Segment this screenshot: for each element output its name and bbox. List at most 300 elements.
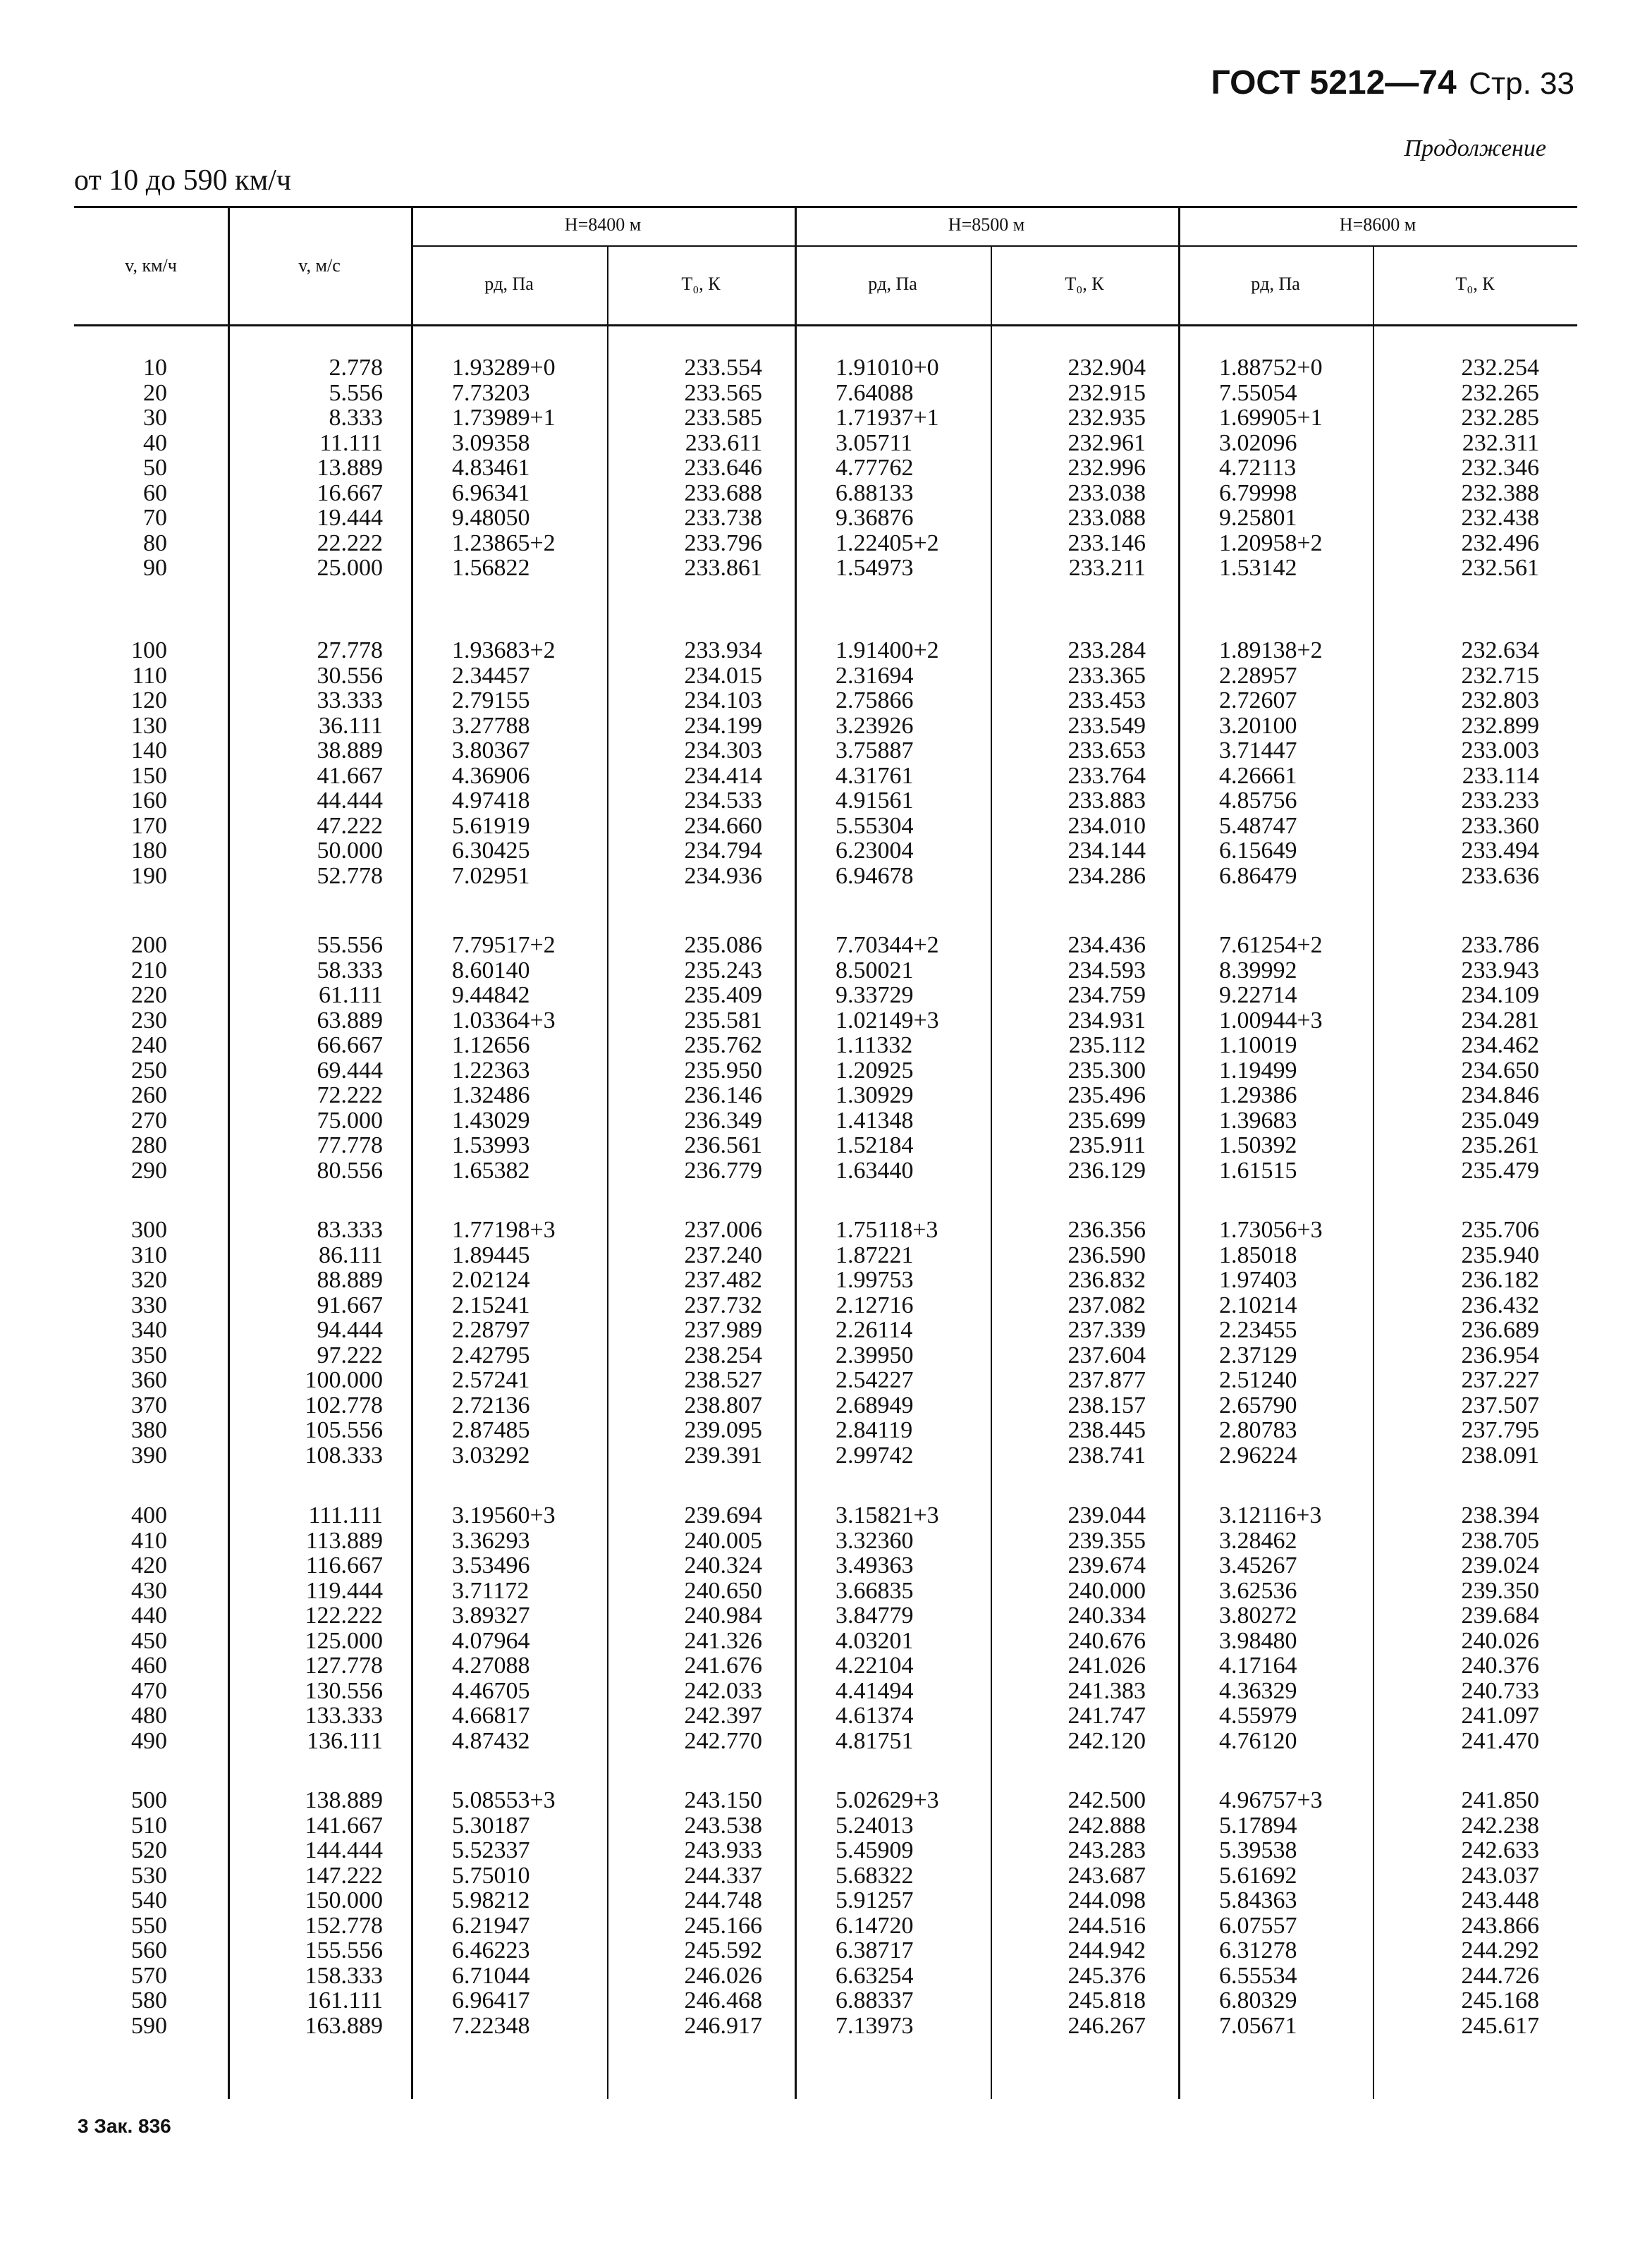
pressure-8400-cell: 4.97418 <box>452 788 530 814</box>
pressure-8500-cell: 6.63254 <box>836 1962 914 1989</box>
pressure-8600-cell: 6.55534 <box>1219 1962 1297 1989</box>
pressure-8500-cell: 4.91561 <box>836 788 914 814</box>
pressure-8600-cell: 6.07557 <box>1219 1912 1297 1939</box>
temperature-8500-cell: 246.267 <box>1067 2012 1146 2039</box>
pressure-8400-cell: 1.12656 <box>452 1032 530 1058</box>
temperature-8500-cell: 238.741 <box>1067 1442 1146 1469</box>
pressure-8400-cell: 6.96341 <box>452 479 530 506</box>
v-ms-cell: 141.667 <box>305 1812 383 1839</box>
pressure-8400-cell: 2.72136 <box>452 1392 530 1418</box>
temperature-8600-cell: 232.438 <box>1461 505 1539 531</box>
v-kmh-cell: 60 <box>143 479 167 506</box>
pressure-8400-cell: 4.07964 <box>452 1627 530 1654</box>
temperature-8600-cell: 237.227 <box>1461 1367 1539 1393</box>
pressure-8600-cell: 3.62536 <box>1219 1577 1297 1604</box>
table-row <box>74 1553 1577 1579</box>
table-row <box>74 1158 1577 1184</box>
pressure-8500-cell: 1.91010+0 <box>836 355 939 381</box>
v-kmh-cell: 490 <box>131 1727 167 1754</box>
pressure-8600-cell: 1.19499 <box>1219 1057 1297 1084</box>
pressure-8400-cell: 7.02951 <box>452 862 530 889</box>
table-row <box>74 688 1577 713</box>
temperature-8500-cell: 236.129 <box>1067 1157 1146 1184</box>
table-row <box>74 1083 1577 1108</box>
pressure-8500-cell: 3.49363 <box>836 1552 914 1579</box>
table-row <box>74 1243 1577 1268</box>
pressure-8400-cell: 4.27088 <box>452 1653 530 1679</box>
temperature-8400-cell: 235.762 <box>684 1032 762 1058</box>
temperature-8400-cell: 241.326 <box>684 1627 762 1654</box>
pressure-8600-cell: 2.28957 <box>1219 662 1297 689</box>
temperature-8500-cell: 232.935 <box>1067 405 1146 431</box>
pressure-8400-cell: 4.83461 <box>452 455 530 481</box>
pressure-8600-cell: 6.86479 <box>1219 862 1297 889</box>
temperature-8600-cell: 244.726 <box>1461 1962 1539 1989</box>
table-row <box>74 814 1577 839</box>
pressure-8600-cell: 3.80272 <box>1219 1603 1297 1629</box>
temperature-8500-cell: 233.038 <box>1067 479 1146 506</box>
v-kmh-cell: 310 <box>131 1242 167 1268</box>
pressure-8400-cell: 1.22363 <box>452 1057 530 1084</box>
temperature-8500-cell: 234.593 <box>1067 957 1146 983</box>
temperature-8600-cell: 234.109 <box>1461 982 1539 1008</box>
temperature-8600-cell: 239.350 <box>1461 1577 1539 1604</box>
v-ms-cell: 97.222 <box>317 1342 383 1368</box>
v-kmh-cell: 140 <box>131 737 167 764</box>
temperature-8600-cell: 233.360 <box>1461 812 1539 839</box>
temperature-8600-cell: 233.003 <box>1461 737 1539 764</box>
table-row <box>74 1838 1577 1863</box>
pressure-8400-cell: 1.53993 <box>452 1132 530 1158</box>
v-kmh-cell: 320 <box>131 1267 167 1293</box>
pressure-8500-cell: 2.84119 <box>836 1417 913 1443</box>
pressure-8400-cell: 2.87485 <box>452 1417 530 1443</box>
pressure-8500-cell: 3.66835 <box>836 1577 914 1604</box>
pressure-8400-cell: 6.71044 <box>452 1962 530 1989</box>
v-kmh-cell: 390 <box>131 1442 167 1469</box>
pressure-8500-cell: 9.36876 <box>836 505 914 531</box>
v-ms-cell: 63.889 <box>317 1007 383 1034</box>
pressure-8400-cell: 5.75010 <box>452 1862 530 1889</box>
table-row <box>74 764 1577 789</box>
v-ms-cell: 38.889 <box>317 737 383 764</box>
temperature-8400-cell: 233.585 <box>684 405 762 431</box>
v-kmh-cell: 20 <box>143 379 167 406</box>
v-ms-cell: 44.444 <box>317 788 383 814</box>
page-number: Стр. 33 <box>1469 66 1574 101</box>
pressure-8500-cell: 6.94678 <box>836 862 914 889</box>
pressure-8400-cell: 2.02124 <box>452 1267 530 1293</box>
pressure-8500-cell: 5.68322 <box>836 1862 914 1889</box>
table-row <box>74 481 1577 506</box>
temperature-8500-cell: 240.000 <box>1067 1577 1146 1604</box>
pressure-8600-cell: 1.29386 <box>1219 1082 1297 1108</box>
temperature-8600-cell: 233.233 <box>1461 788 1539 814</box>
table-row <box>74 2014 1577 2039</box>
table-row <box>74 1579 1577 1604</box>
temperature-8400-cell: 246.468 <box>684 1987 762 2014</box>
temperature-8400-cell: 235.086 <box>684 932 762 958</box>
temperature-8400-cell: 233.565 <box>684 379 762 406</box>
col-header-temperature: T₀, К <box>681 274 721 294</box>
group-header-8600: H=8600 м <box>1339 214 1417 235</box>
pressure-8600-cell: 2.96224 <box>1219 1442 1297 1469</box>
temperature-8500-cell: 233.088 <box>1067 505 1146 531</box>
pressure-8500-cell: 3.05711 <box>836 429 913 456</box>
temperature-8400-cell: 244.748 <box>684 1887 762 1913</box>
pressure-8500-cell: 1.71937+1 <box>836 405 939 431</box>
pressure-8600-cell: 3.12116+3 <box>1219 1502 1322 1528</box>
pressure-8600-cell: 4.72113 <box>1219 455 1297 481</box>
table-row <box>74 1629 1577 1654</box>
v-ms-cell: 122.222 <box>305 1603 383 1629</box>
pressure-8600-cell: 2.72607 <box>1219 687 1297 713</box>
v-kmh-cell: 340 <box>131 1317 167 1343</box>
v-ms-cell: 86.111 <box>319 1242 383 1268</box>
table-row <box>74 738 1577 764</box>
v-ms-cell: 163.889 <box>305 2012 383 2039</box>
pressure-8600-cell: 1.39683 <box>1219 1107 1297 1134</box>
v-kmh-cell: 430 <box>131 1577 167 1604</box>
temperature-8500-cell: 233.764 <box>1067 762 1146 789</box>
table-row <box>74 1679 1577 1704</box>
pressure-8600-cell: 5.39538 <box>1219 1837 1297 1863</box>
v-kmh-cell: 500 <box>131 1787 167 1813</box>
temperature-8400-cell: 242.770 <box>684 1727 762 1754</box>
temperature-8400-cell: 240.984 <box>684 1603 762 1629</box>
pressure-8600-cell: 4.36329 <box>1219 1677 1297 1704</box>
pressure-8600-cell: 8.39992 <box>1219 957 1297 983</box>
temperature-8400-cell: 239.391 <box>684 1442 762 1469</box>
pressure-8500-cell: 2.39950 <box>836 1342 914 1368</box>
pressure-8500-cell: 9.33729 <box>836 982 914 1008</box>
pressure-8600-cell: 3.98480 <box>1219 1627 1297 1654</box>
temperature-8500-cell: 235.112 <box>1068 1032 1146 1058</box>
temperature-8600-cell: 232.899 <box>1461 712 1539 739</box>
v-ms-cell: 147.222 <box>305 1862 383 1889</box>
v-ms-cell: 8.333 <box>329 405 383 431</box>
table-row <box>74 556 1577 581</box>
temperature-8500-cell: 232.961 <box>1067 429 1146 456</box>
v-ms-cell: 138.889 <box>305 1787 383 1813</box>
temperature-8400-cell: 238.254 <box>684 1342 762 1368</box>
table-row <box>74 1913 1577 1939</box>
temperature-8400-cell: 237.006 <box>684 1217 762 1243</box>
temperature-8400-cell: 237.482 <box>684 1267 762 1293</box>
temperature-8500-cell: 241.747 <box>1067 1703 1146 1729</box>
table-top-rule <box>74 206 1577 208</box>
temperature-8600-cell: 234.650 <box>1461 1057 1539 1084</box>
table-row <box>74 1603 1577 1629</box>
pressure-8500-cell: 3.23926 <box>836 712 914 739</box>
table-row <box>74 405 1577 431</box>
table-row <box>74 933 1577 958</box>
v-kmh-cell: 350 <box>131 1342 167 1368</box>
temperature-8600-cell: 232.265 <box>1461 379 1539 406</box>
temperature-8400-cell: 233.934 <box>684 637 762 663</box>
v-ms-cell: 152.778 <box>305 1912 383 1939</box>
group-header-8500: H=8500 м <box>948 214 1025 235</box>
temperature-8600-cell: 236.954 <box>1461 1342 1539 1368</box>
v-kmh-cell: 250 <box>131 1057 167 1084</box>
table-row <box>74 1788 1577 1813</box>
temperature-8400-cell: 233.861 <box>684 555 762 581</box>
pressure-8600-cell: 1.85018 <box>1219 1242 1297 1268</box>
temperature-8400-cell: 236.561 <box>684 1132 762 1158</box>
pressure-8600-cell: 1.69905+1 <box>1219 405 1323 431</box>
pressure-8500-cell: 2.68949 <box>836 1392 914 1418</box>
temperature-8500-cell: 233.549 <box>1067 712 1146 739</box>
pressure-8600-cell: 4.17164 <box>1219 1653 1297 1679</box>
pressure-8600-cell: 5.61692 <box>1219 1862 1297 1889</box>
speed-range-label: от 10 до 590 км/ч <box>74 164 291 197</box>
pressure-8400-cell: 3.03292 <box>452 1442 530 1469</box>
pressure-8500-cell: 7.13973 <box>836 2012 914 2039</box>
pressure-8600-cell: 9.25801 <box>1219 505 1297 531</box>
v-kmh-cell: 510 <box>131 1812 167 1839</box>
table-row <box>74 1938 1577 1963</box>
temperature-8500-cell: 232.996 <box>1067 455 1146 481</box>
table-row <box>74 1133 1577 1158</box>
v-ms-cell: 130.556 <box>305 1677 383 1704</box>
v-kmh-cell: 90 <box>143 555 167 581</box>
table-row <box>74 958 1577 983</box>
pressure-8500-cell: 1.22405+2 <box>836 529 939 556</box>
pressure-8500-cell: 2.99742 <box>836 1442 914 1469</box>
temperature-8400-cell: 237.989 <box>684 1317 762 1343</box>
v-kmh-cell: 170 <box>131 812 167 839</box>
v-ms-cell: 161.111 <box>307 1987 383 2014</box>
pressure-8600-cell: 4.85756 <box>1219 788 1297 814</box>
v-ms-cell: 61.111 <box>319 982 383 1008</box>
temperature-8600-cell: 241.097 <box>1461 1703 1539 1729</box>
v-ms-cell: 105.556 <box>305 1417 383 1443</box>
temperature-8400-cell: 242.033 <box>684 1677 762 1704</box>
v-ms-cell: 111.111 <box>308 1502 383 1528</box>
pressure-8500-cell: 1.11332 <box>836 1032 913 1058</box>
pressure-8600-cell: 1.88752+0 <box>1219 355 1323 381</box>
v-ms-cell: 155.556 <box>305 1937 383 1963</box>
temperature-8600-cell: 245.168 <box>1461 1987 1539 2014</box>
temperature-8500-cell: 241.383 <box>1067 1677 1146 1704</box>
pressure-8500-cell: 2.31694 <box>836 662 914 689</box>
v-ms-cell: 116.667 <box>305 1552 383 1579</box>
pressure-8500-cell: 2.26114 <box>836 1317 913 1343</box>
temperature-8400-cell: 238.527 <box>684 1367 762 1393</box>
v-kmh-cell: 270 <box>131 1107 167 1134</box>
pressure-8600-cell: 1.89138+2 <box>1219 637 1323 663</box>
temperature-8500-cell: 241.026 <box>1067 1653 1146 1679</box>
v-kmh-cell: 280 <box>131 1132 167 1158</box>
temperature-8600-cell: 238.705 <box>1461 1527 1539 1554</box>
col-header-v-kmh: v, км/ч <box>125 255 177 276</box>
temperature-8600-cell: 232.803 <box>1461 687 1539 713</box>
temperature-8500-cell: 234.286 <box>1067 862 1146 889</box>
pressure-8600-cell: 2.51240 <box>1219 1367 1297 1393</box>
temperature-8600-cell: 232.285 <box>1461 405 1539 431</box>
temperature-8500-cell: 244.942 <box>1067 1937 1146 1963</box>
pressure-8600-cell: 7.61254+2 <box>1219 932 1323 958</box>
pressure-8500-cell: 4.41494 <box>836 1677 914 1704</box>
v-kmh-cell: 120 <box>131 687 167 713</box>
pressure-8400-cell: 3.89327 <box>452 1603 530 1629</box>
pressure-8500-cell: 3.15821+3 <box>836 1502 939 1528</box>
v-kmh-cell: 550 <box>131 1912 167 1939</box>
table-row <box>74 1108 1577 1134</box>
temperature-8500-cell: 238.445 <box>1067 1417 1146 1443</box>
pressure-8500-cell: 6.38717 <box>836 1937 914 1963</box>
v-ms-cell: 113.889 <box>305 1527 383 1554</box>
pressure-8400-cell: 1.93683+2 <box>452 637 556 663</box>
table-row <box>74 355 1577 381</box>
temperature-8600-cell: 234.846 <box>1461 1082 1539 1108</box>
v-kmh-cell: 160 <box>131 788 167 814</box>
temperature-8400-cell: 246.026 <box>684 1962 762 1989</box>
v-kmh-cell: 590 <box>131 2012 167 2039</box>
temperature-8600-cell: 243.448 <box>1461 1887 1539 1913</box>
pressure-8600-cell: 2.37129 <box>1219 1342 1297 1368</box>
pressure-8600-cell: 6.31278 <box>1219 1937 1297 1963</box>
v-ms-cell: 119.444 <box>305 1577 383 1604</box>
temperature-8500-cell: 234.931 <box>1067 1007 1146 1034</box>
pressure-8600-cell: 2.23455 <box>1219 1317 1297 1343</box>
v-kmh-cell: 40 <box>143 429 167 456</box>
v-ms-cell: 16.667 <box>317 479 383 506</box>
v-kmh-cell: 150 <box>131 762 167 789</box>
v-ms-cell: 52.778 <box>317 862 383 889</box>
pressure-8500-cell: 4.81751 <box>836 1727 914 1754</box>
temperature-8600-cell: 236.689 <box>1461 1317 1539 1343</box>
v-ms-cell: 100.000 <box>305 1367 383 1393</box>
pressure-8600-cell: 1.53142 <box>1219 555 1297 581</box>
v-kmh-cell: 520 <box>131 1837 167 1863</box>
col-header-temperature: T₀, К <box>1455 274 1495 294</box>
pressure-8600-cell: 2.80783 <box>1219 1417 1297 1443</box>
v-ms-cell: 77.778 <box>317 1132 383 1158</box>
temperature-8500-cell: 234.144 <box>1067 838 1146 864</box>
pressure-8600-cell: 1.61515 <box>1219 1157 1297 1184</box>
temperature-8400-cell: 233.554 <box>684 355 762 381</box>
temperature-8600-cell: 240.733 <box>1461 1677 1539 1704</box>
pressure-8500-cell: 1.02149+3 <box>836 1007 939 1034</box>
v-kmh-cell: 410 <box>131 1527 167 1554</box>
pressure-8400-cell: 1.03364+3 <box>452 1007 556 1034</box>
temperature-8500-cell: 242.888 <box>1067 1812 1146 1839</box>
continuation-label: Продолжение <box>1404 135 1546 161</box>
v-kmh-cell: 300 <box>131 1217 167 1243</box>
pressure-8600-cell: 1.20958+2 <box>1219 529 1323 556</box>
temperature-8400-cell: 235.243 <box>684 957 762 983</box>
temperature-8600-cell: 232.311 <box>1462 429 1539 456</box>
temperature-8600-cell: 238.091 <box>1461 1442 1539 1469</box>
temperature-8500-cell: 233.883 <box>1067 788 1146 814</box>
table-row <box>74 1293 1577 1318</box>
temperature-8400-cell: 234.199 <box>684 712 762 739</box>
v-kmh-cell: 580 <box>131 1987 167 2014</box>
pressure-8400-cell: 5.61919 <box>452 812 530 839</box>
v-ms-cell: 11.111 <box>319 429 383 456</box>
v-kmh-cell: 460 <box>131 1653 167 1679</box>
pressure-8400-cell: 2.34457 <box>452 662 530 689</box>
temperature-8500-cell: 237.082 <box>1067 1292 1146 1318</box>
v-kmh-cell: 440 <box>131 1603 167 1629</box>
table-row <box>74 1058 1577 1084</box>
v-ms-cell: 102.778 <box>305 1392 383 1418</box>
v-kmh-cell: 370 <box>131 1392 167 1418</box>
pressure-8500-cell: 6.88133 <box>836 479 914 506</box>
v-kmh-cell: 50 <box>143 455 167 481</box>
pressure-8600-cell: 4.96757+3 <box>1219 1787 1323 1813</box>
pressure-8600-cell: 3.71447 <box>1219 737 1297 764</box>
temperature-8600-cell: 240.376 <box>1461 1653 1539 1679</box>
temperature-8500-cell: 233.453 <box>1067 687 1146 713</box>
pressure-8400-cell: 3.80367 <box>452 737 530 764</box>
temperature-8400-cell: 234.103 <box>684 687 762 713</box>
page-header <box>1211 63 1574 102</box>
pressure-8500-cell: 1.75118+3 <box>836 1217 938 1243</box>
temperature-8400-cell: 233.738 <box>684 505 762 531</box>
table-row <box>74 1343 1577 1368</box>
temperature-8500-cell: 235.496 <box>1067 1082 1146 1108</box>
pressure-8500-cell: 1.52184 <box>836 1132 914 1158</box>
temperature-8500-cell: 233.365 <box>1067 662 1146 689</box>
temperature-8400-cell: 237.240 <box>684 1242 762 1268</box>
temperature-8400-cell: 235.409 <box>684 982 762 1008</box>
v-kmh-cell: 480 <box>131 1703 167 1729</box>
temperature-8600-cell: 239.684 <box>1461 1603 1539 1629</box>
temperature-8500-cell: 232.915 <box>1067 379 1146 406</box>
v-ms-cell: 88.889 <box>317 1267 383 1293</box>
pressure-8500-cell: 5.45909 <box>836 1837 914 1863</box>
pressure-8400-cell: 5.98212 <box>452 1887 530 1913</box>
pressure-8400-cell: 1.43029 <box>452 1107 530 1134</box>
temperature-8600-cell: 244.292 <box>1461 1937 1539 1963</box>
v-kmh-cell: 420 <box>131 1552 167 1579</box>
temperature-8400-cell: 241.676 <box>684 1653 762 1679</box>
pressure-8400-cell: 1.65382 <box>452 1157 530 1184</box>
pressure-8400-cell: 4.46705 <box>452 1677 530 1704</box>
temperature-8600-cell: 233.786 <box>1461 932 1539 958</box>
temperature-8400-cell: 234.660 <box>684 812 762 839</box>
group-header-8400: H=8400 м <box>564 214 642 235</box>
temperature-8400-cell: 235.950 <box>684 1057 762 1084</box>
temperature-8400-cell: 243.150 <box>684 1787 762 1813</box>
pressure-8400-cell: 7.22348 <box>452 2012 530 2039</box>
v-ms-cell: 94.444 <box>317 1317 383 1343</box>
temperature-8400-cell: 234.015 <box>684 662 762 689</box>
pressure-8500-cell: 4.22104 <box>836 1653 914 1679</box>
pressure-8400-cell: 1.23865+2 <box>452 529 556 556</box>
temperature-8400-cell: 243.538 <box>684 1812 762 1839</box>
pressure-8400-cell: 7.73203 <box>452 379 530 406</box>
pressure-8500-cell: 4.61374 <box>836 1703 914 1729</box>
temperature-8500-cell: 236.356 <box>1067 1217 1146 1243</box>
v-kmh-cell: 540 <box>131 1887 167 1913</box>
temperature-8500-cell: 235.699 <box>1067 1107 1146 1134</box>
temperature-8500-cell: 237.339 <box>1067 1317 1146 1343</box>
v-ms-cell: 108.333 <box>305 1442 383 1469</box>
temperature-8500-cell: 237.604 <box>1067 1342 1146 1368</box>
pressure-8500-cell: 1.99753 <box>836 1267 914 1293</box>
temperature-8600-cell: 243.037 <box>1461 1862 1539 1889</box>
v-ms-cell: 127.778 <box>305 1653 383 1679</box>
pressure-8600-cell: 2.65790 <box>1219 1392 1297 1418</box>
v-kmh-cell: 100 <box>131 637 167 663</box>
pressure-8500-cell: 5.55304 <box>836 812 914 839</box>
temperature-8400-cell: 244.337 <box>684 1862 762 1889</box>
pressure-8400-cell: 2.79155 <box>452 687 530 713</box>
pressure-8500-cell: 4.77762 <box>836 455 914 481</box>
